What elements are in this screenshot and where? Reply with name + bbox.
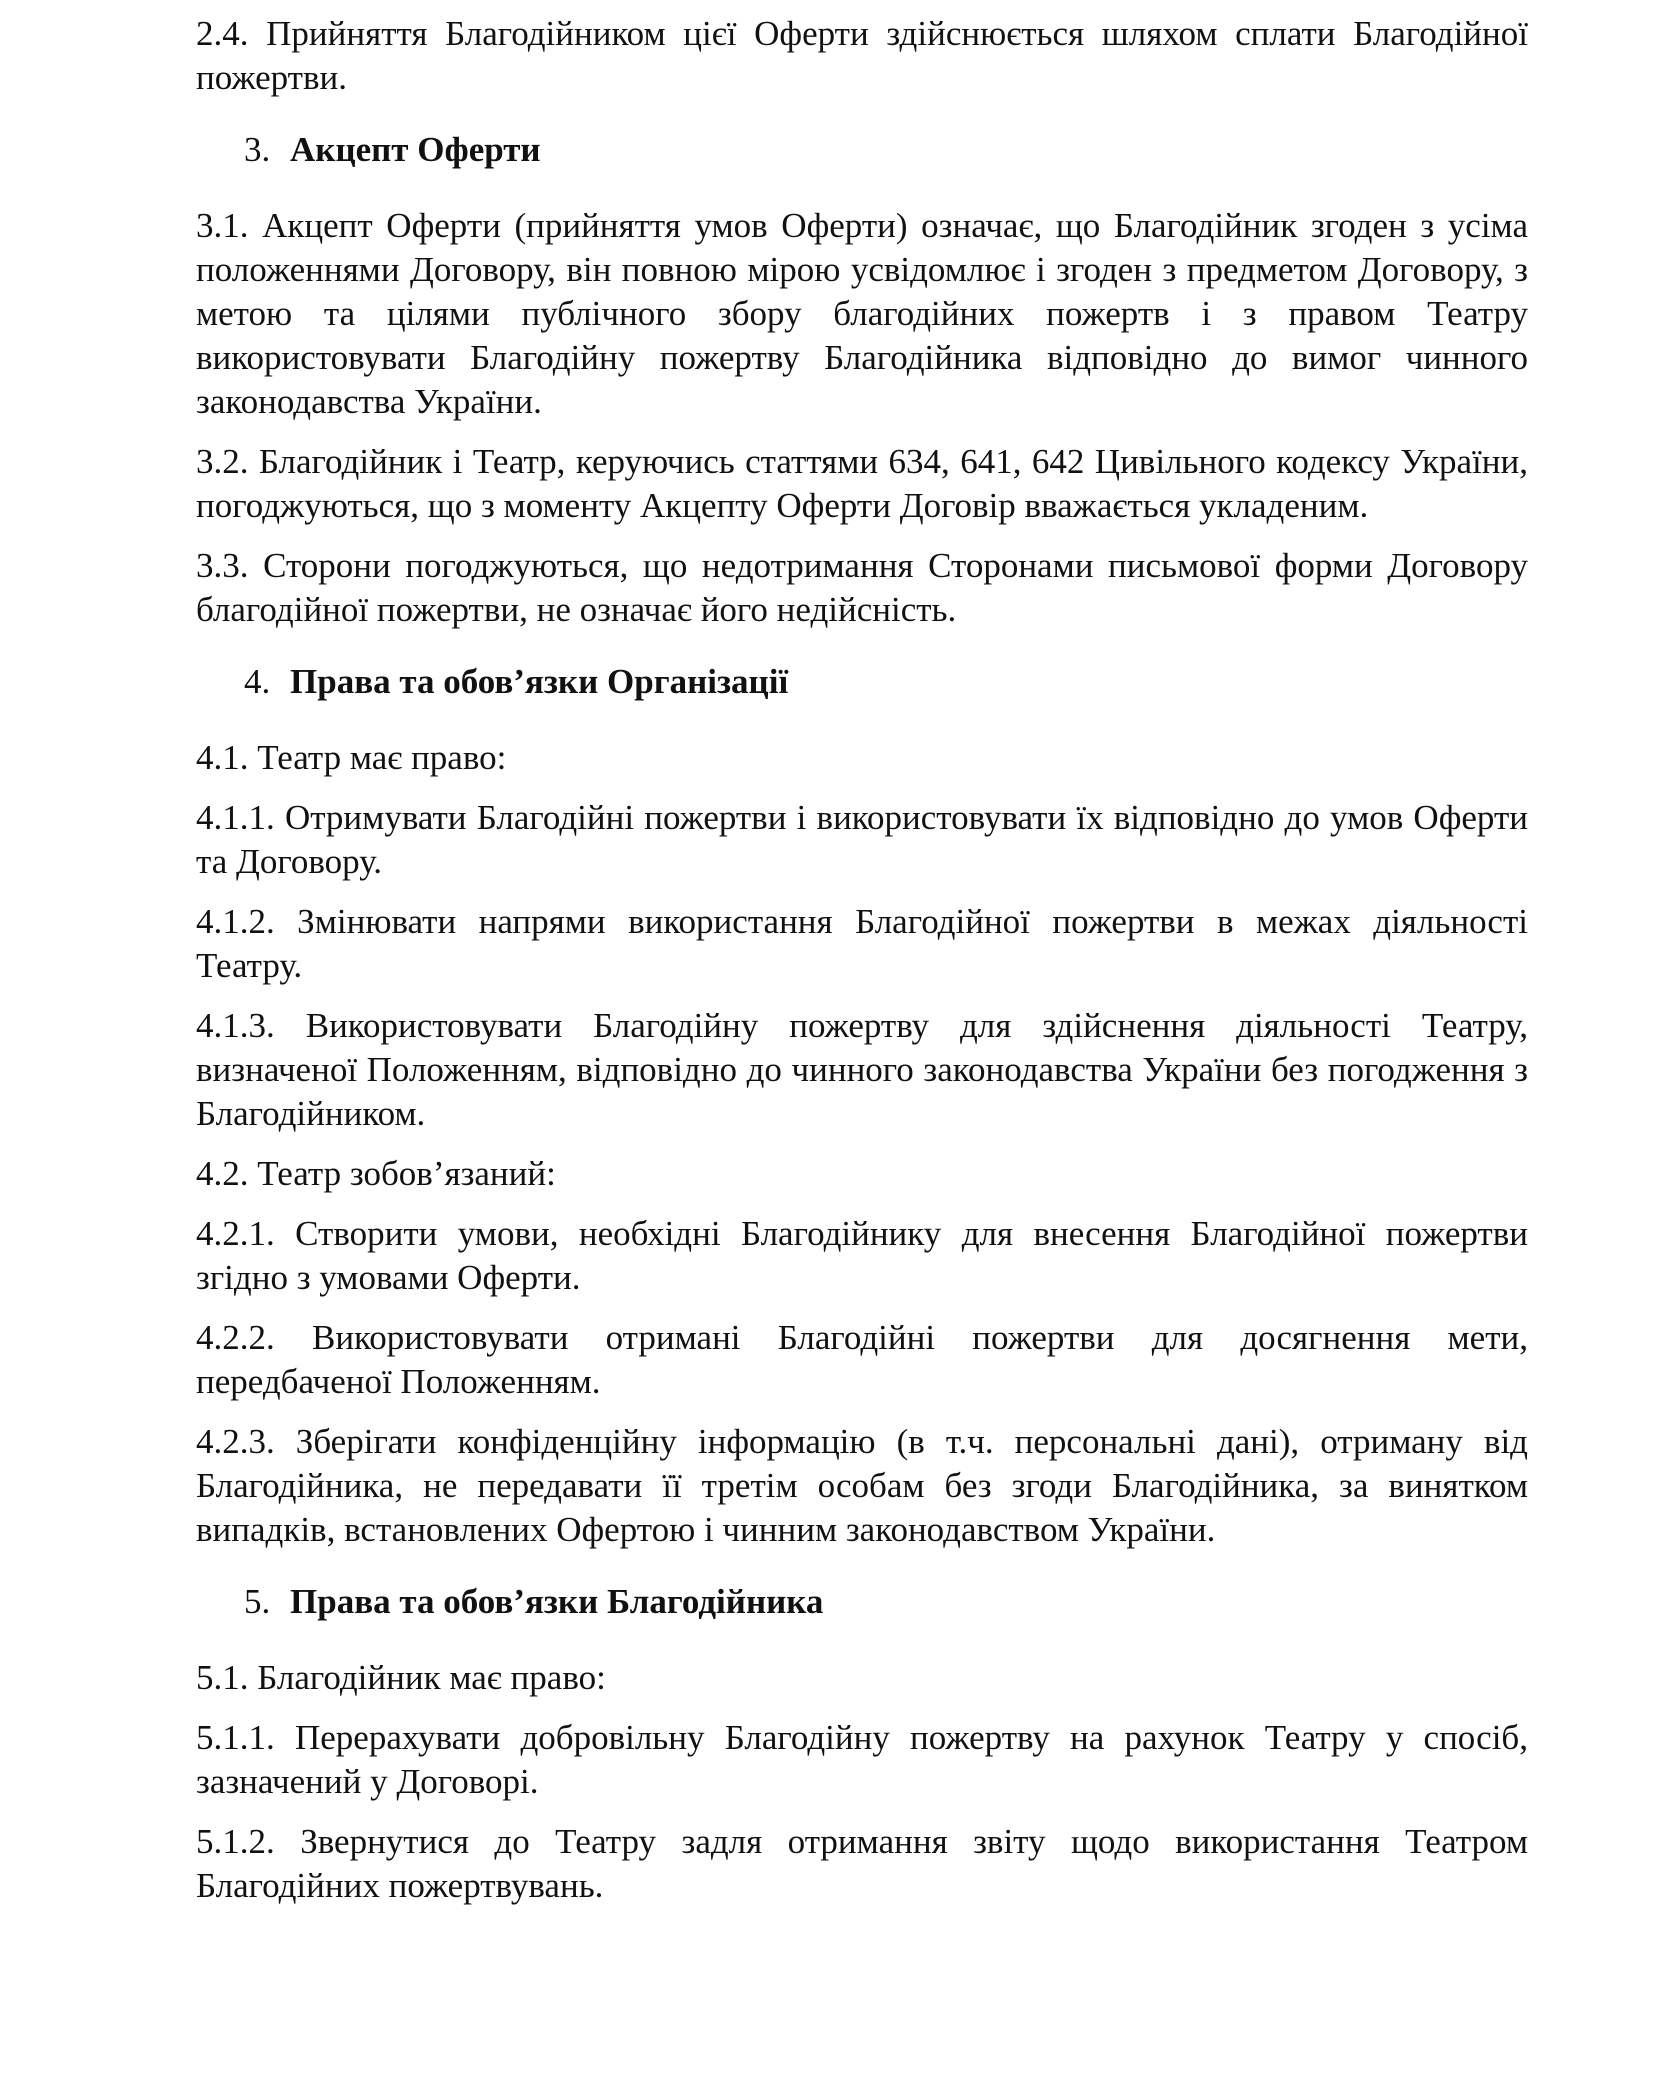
section-number: 4. bbox=[244, 662, 271, 701]
paragraph-4-1-1: 4.1.1. Отримувати Благодійні пожертви і використовувати їх відповідно до умов Оферти та Договору. bbox=[196, 798, 1528, 881]
section-number: 5. bbox=[244, 1582, 271, 1621]
section-title: Акцепт Оферти bbox=[290, 130, 541, 169]
paragraph-4-2-2: 4.2.2. Використовувати отримані Благодійні пожертви для досягнення мети, передбаченої Положенням. bbox=[196, 1318, 1528, 1401]
paragraph-3-3: 3.3. Сторони погоджуються, що недотримання Сторонами письмової форми Договору благодійної пожертви, не означає його недійсність. bbox=[196, 546, 1528, 629]
section-number: 3. bbox=[244, 130, 271, 169]
paragraph-3-1: 3.1. Акцепт Оферти (прийняття умов Оферти) означає, що Благодійник згоден з усіма положеннями Договору, він повною мірою усвідомлює і згоден з предметом Договору, з метою та цілями публічного збору благодійних пожертв і з правом Театру використовувати Благодійну пожертву Благодійника відповідно до вимог чинного законодавства України. bbox=[196, 206, 1528, 421]
paragraph-4-1: 4.1. Театр має право: bbox=[196, 738, 507, 777]
paragraph-5-1-1: 5.1.1. Перерахувати добровільну Благодійну пожертву на рахунок Театру у спосіб, зазначений у Договорі. bbox=[196, 1718, 1528, 1801]
document-page bbox=[196, 0, 1528, 1908]
paragraph-5-1: 5.1. Благодійник має право: bbox=[196, 1658, 606, 1697]
paragraph-4-1-2: 4.1.2. Змінювати напрями використання Благодійної пожертви в межах діяльності Театру. bbox=[196, 902, 1528, 985]
paragraph-5-1-2: 5.1.2. Звернутися до Театру задля отримання звіту щодо використання Театром Благодійних пожертвувань. bbox=[196, 1822, 1528, 1905]
section-heading-4 bbox=[196, 660, 1528, 704]
paragraph-4-2-3: 4.2.3. Зберігати конфіденційну інформацію (в т.ч. персональні дані), отриману від Благодійника, не передавати її третім особам без згоди Благодійника, за винятком випадків, встановлених Офертою і чинним законодавством України. bbox=[196, 1422, 1528, 1549]
section-heading-3 bbox=[196, 128, 1528, 172]
section-title: Права та обов’язки Організації bbox=[290, 662, 789, 701]
section-title: Права та обов’язки Благодійника bbox=[290, 1582, 824, 1621]
paragraph-4-1-3: 4.1.3. Використовувати Благодійну пожертву для здійснення діяльності Театру, визначеної Положенням, відповідно до чинного законодавства України без погодження з Благодійником. bbox=[196, 1006, 1528, 1133]
paragraph-2-4: 2.4. Прийняття Благодійником цієї Оферти здійснюється шляхом сплати Благодійної пожертви. bbox=[196, 14, 1528, 97]
paragraph-3-2: 3.2. Благодійник і Театр, керуючись статтями 634, 641, 642 Цивільного кодексу України, погоджуються, що з моменту Акцепту Оферти Договір вважається укладеним. bbox=[196, 442, 1528, 525]
paragraph-4-2: 4.2. Театр зобов’язаний: bbox=[196, 1154, 556, 1193]
paragraph-4-2-1: 4.2.1. Створити умови, необхідні Благодійнику для внесення Благодійної пожертви згідно з умовами Оферти. bbox=[196, 1214, 1528, 1297]
section-heading-5 bbox=[196, 1580, 1528, 1624]
